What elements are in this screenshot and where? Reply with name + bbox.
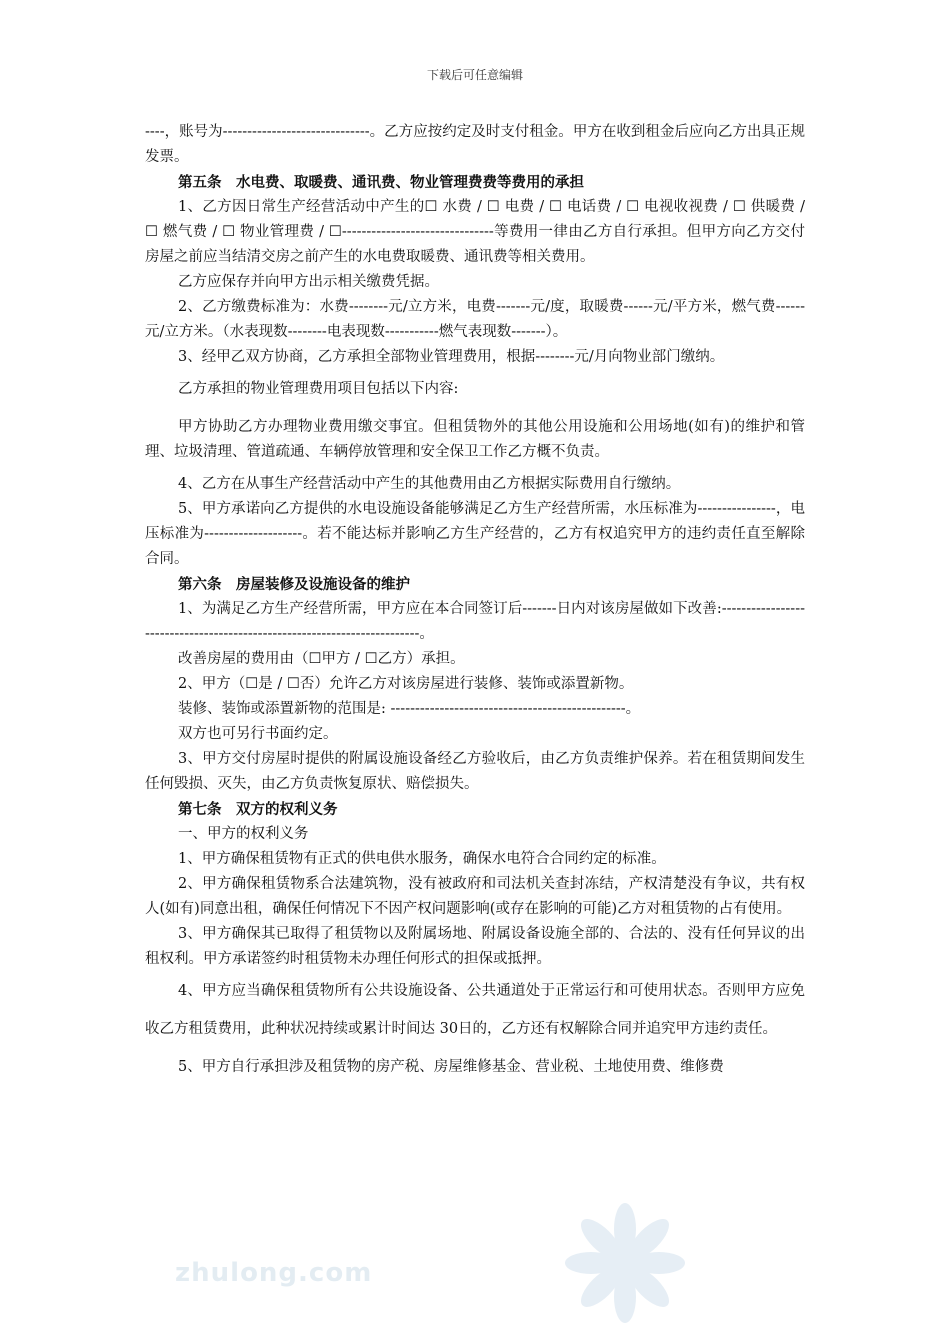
paragraph: 4、甲方应当确保租赁物所有公共设施设备、公共通道处于正常运行和可使用状态。否则甲方应免收乙方租赁费用，此种状况持续或累计时间达 30日的，乙方还有权解除合同并追究甲方违约责任。 <box>145 983 805 1037</box>
section-heading-5: 第五条 水电费、取暖费、通讯费、物业管理费费等费用的承担 <box>178 174 584 191</box>
paragraph: 3、甲方交付房屋时提供的附属设施设备经乙方验收后，由乙方负责维护保养。若在租赁期间发生任何毁损、灭失，由乙方负责恢复原状、赔偿损失。 <box>145 751 805 792</box>
paragraph: 2、甲方确保租赁物系合法建筑物，没有被政府和司法机关查封冻结，产权清楚没有争议，共有权人(如有)同意出租，确保任何情况下不因产权问题影响(或存在影响的可能)乙方对租赁物的占有使用。 <box>145 876 805 917</box>
watermark-text: zhulong.com <box>175 1258 373 1288</box>
paragraph: 2、甲方（☐是 / ☐否）允许乙方对该房屋进行装修、装饰或添置新物。 <box>178 676 634 692</box>
paragraph: 1、甲方确保租赁物有正式的供电供水服务，确保水电符合合同约定的标准。 <box>178 851 666 867</box>
paragraph: 1、乙方因日常生产经营活动中产生的☐ 水费 / ☐ 电费 / ☐ 电话费 / ☐ 电视收视费 / ☐ 供暖费 / ☐ 燃气费 / ☐ 物业管理费 / ☐-------------------------------等费用一律由乙方自行承担。但甲方向乙方交付房屋之前应当结清交房之前产生的水电费取暖费、通讯费等相关费用。 <box>145 199 805 265</box>
subheading: 一、甲方的权利义务 <box>178 826 309 842</box>
paragraph: 甲方协助乙方办理物业费用缴交事宜。但租赁物外的其他公用设施和公用场地(如有)的维护和管理、垃圾清理、管道疏通、车辆停放管理和安全保卫工作乙方概不负责。 <box>145 419 805 460</box>
section-heading-7: 第七条 双方的权利义务 <box>178 801 338 818</box>
page-header: 下载后可任意编辑 <box>426 68 523 82</box>
document-body <box>145 120 805 1086</box>
paragraph: 5、甲方承诺向乙方提供的水电设施设备能够满足乙方生产经营所需，水压标准为----------------，电压标准为--------------------。若不能达标并影响乙方生产经营的，乙方有权追究甲方的违约责任直至解除合同。 <box>145 501 805 567</box>
paragraph: 装修、装饰或添置新物的范围是: ------------------------------------------------。 <box>178 701 641 717</box>
paragraph: 乙方承担的物业管理费用项目包括以下内容: <box>178 381 459 397</box>
snowflake-logo-icon <box>560 1198 690 1332</box>
paragraph: 双方也可另行书面约定。 <box>178 726 338 742</box>
paragraph: 3、甲方确保其已取得了租赁物以及附属场地、附属设备设施全部的、合法的、没有任何异议的出租权利。甲方承诺签约时租赁物未办理任何形式的担保或抵押。 <box>145 926 805 967</box>
section-heading-6: 第六条 房屋装修及设施设备的维护 <box>178 576 410 593</box>
paragraph: 1、为满足乙方生产经营所需，甲方应在本合同签订后-------日内对该房屋做如下改善:-------------------------------------------------------------------------。 <box>145 601 805 642</box>
paragraph: 5、甲方自行承担涉及租赁物的房产税、房屋维修基金、营业税、土地使用费、维修费 <box>178 1059 724 1075</box>
paragraph: 改善房屋的费用由（☐甲方 / ☐乙方）承担。 <box>178 651 465 667</box>
paragraph: ----，账号为------------------------------。乙方应按约定及时支付租金。甲方在收到租金后应向乙方出具正规发票。 <box>145 124 805 165</box>
paragraph: 3、经甲乙双方协商，乙方承担全部物业管理费用，根据--------元/月向物业部门缴纳。 <box>178 349 725 365</box>
paragraph: 乙方应保存并向甲方出示相关缴费凭据。 <box>178 274 439 290</box>
paragraph: 2、乙方缴费标准为：水费--------元/立方米，电费-------元/度，取暖费------元/平方米，燃气费------元/立方米。（水表现数--------电表现数-----------燃气表现数-------）。 <box>145 299 805 340</box>
paragraph: 4、乙方在从事生产经营活动中产生的其他费用由乙方根据实际费用自行缴纳。 <box>178 476 681 492</box>
